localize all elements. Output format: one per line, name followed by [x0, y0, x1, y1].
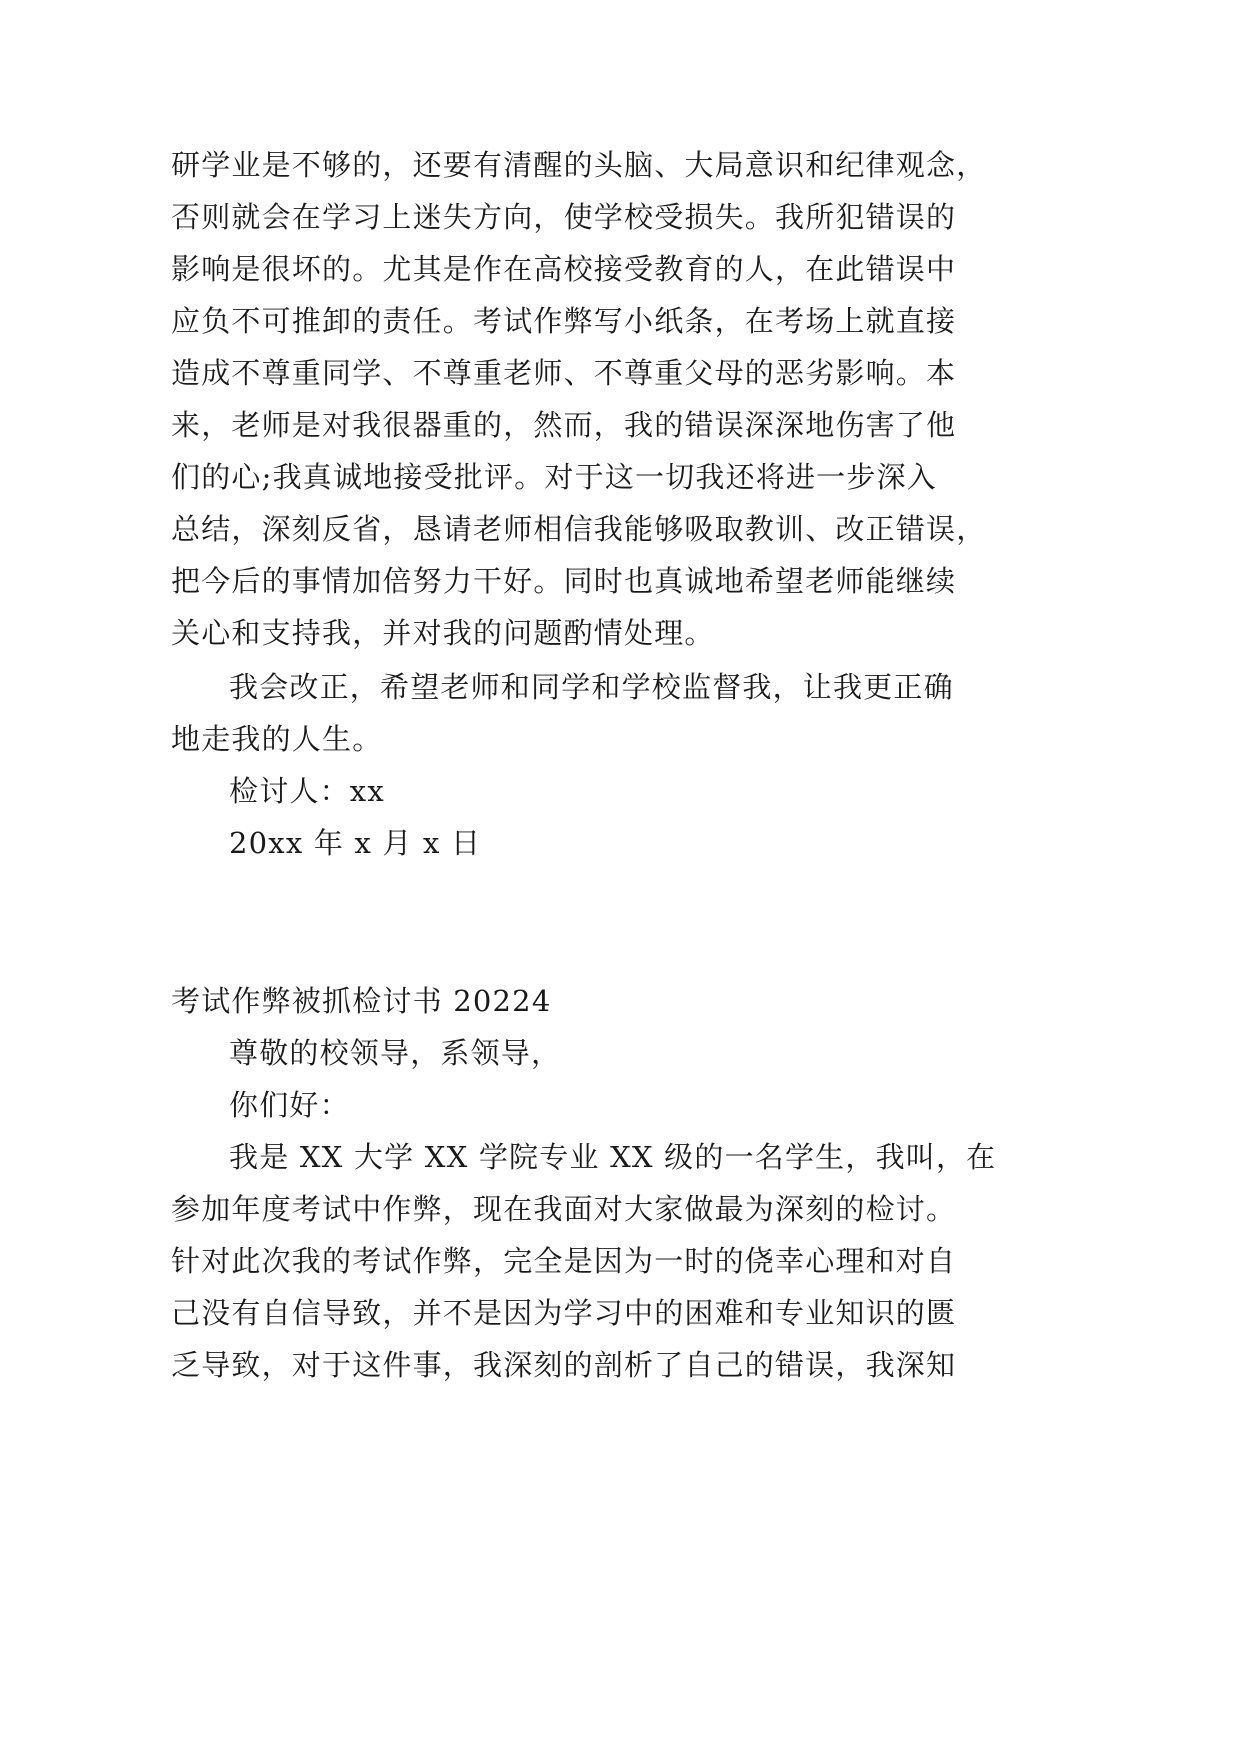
paragraph-line: 关心和支持我，并对我的问题酌情处理。 [171, 616, 715, 650]
paragraph-line: 造成不尊重同学、不尊重老师、不尊重父母的恶劣影响。本 [171, 356, 957, 390]
paragraph-line: 己没有自信导致，并不是因为学习中的困难和专业知识的匮 [171, 1296, 957, 1330]
greeting: 你们好： [229, 1088, 350, 1122]
paragraph-line: 们的心;我真诚地接受批评。对于这一切我还将进一步深入 [171, 460, 937, 494]
signature-date: 20xx 年 x 月 x 日 [229, 826, 482, 860]
paragraph-line: 研学业是不够的，还要有清醒的头脑、大局意识和纪律观念， [171, 148, 987, 182]
paragraph-line: 影响是很坏的。尤其是作在高校接受教育的人，在此错误中 [171, 252, 957, 286]
letter-title: 考试作弊被抓检讨书 20224 [171, 984, 552, 1018]
paragraph-line: 我是 XX 大学 XX 学院专业 XX 级的一名学生，我叫，在 [229, 1140, 997, 1174]
closing-paragraph-line: 我会改正，希望老师和同学和学校监督我，让我更正确 [229, 670, 954, 704]
paragraph-line: 参加年度考试中作弊，现在我面对大家做最为深刻的检讨。 [171, 1192, 957, 1226]
signer: 检讨人：xx [229, 774, 385, 808]
paragraph-line: 否则就会在学习上迷失方向，使学校受损失。我所犯错误的 [171, 200, 957, 234]
paragraph-line: 总结，深刻反省，恳请老师相信我能够吸取教训、改正错误， [171, 512, 987, 546]
closing-paragraph-line: 地走我的人生。 [171, 722, 383, 756]
paragraph-line: 针对此次我的考试作弊，完全是因为一时的侥幸心理和对自 [171, 1244, 957, 1278]
salutation: 尊敬的校领导，系领导， [229, 1036, 562, 1070]
paragraph-line: 应负不可推卸的责任。考试作弊写小纸条，在考场上就直接 [171, 304, 957, 338]
paragraph-line: 把今后的事情加倍努力干好。同时也真诚地希望老师能继续 [171, 564, 957, 598]
paragraph-line: 来，老师是对我很器重的，然而，我的错误深深地伤害了他 [171, 408, 957, 442]
paragraph-line: 乏导致，对于这件事，我深刻的剖析了自己的错误，我深知 [171, 1348, 957, 1382]
